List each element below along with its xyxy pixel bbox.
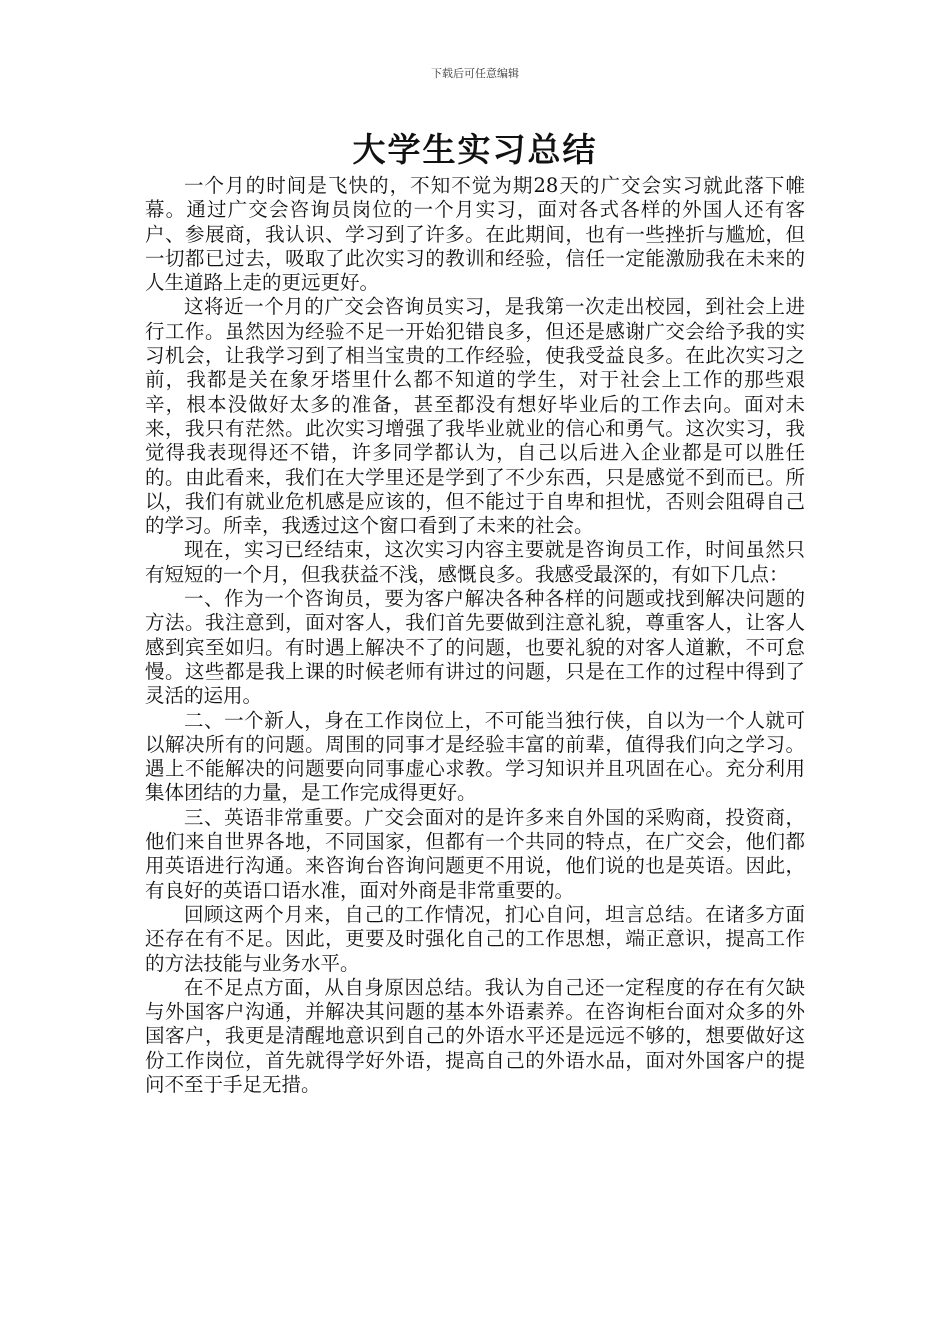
header-note: 下载后可任意编辑: [431, 67, 519, 80]
paragraph-shortcomings: 在不足点方面，从自身原因总结。我认为自己还一定程度的存在有欠缺与外国客户沟通，并解决其问题的基本外语素养。在咨询柜台面对众多的外国客户，我更是清醒地意识到自己的外语水平还是远远不够的，想要做好这份工作岗位，首先就得学好外语，提高自己的外语水品，面对外国客户的提问不至于手足无措。: [145, 975, 805, 1096]
paragraph-point-one: 一、作为一个咨询员，要为客户解决各种各样的问题或找到解决问题的方法。我注意到，面对客人，我们首先要做到注意礼貌，尊重客人，让客人感到宾至如归。有时遇上解决不了的问题，也要礼貌的对客人道歉，不可怠慢。这些都是我上课的时候老师有讲过的问题，只是在工作的过程中得到了灵活的运用。: [145, 587, 805, 708]
paragraph-point-two: 二、一个新人，身在工作岗位上，不可能当独行侠，自以为一个人就可以解决所有的问题。周围的同事才是经验丰富的前辈，值得我们向之学习。遇上不能解决的问题要向同事虚心求教。学习知识并且巩固在心。充分利用集体团结的力量，是工作完成得更好。: [145, 708, 805, 805]
document-body: [145, 174, 805, 1097]
paragraph-intro: 一个月的时间是飞快的，不知不觉为期28天的广交会实习就此落下帷幕。通过广交会咨询员岗位的一个月实习，面对各式各样的外国人还有客户、参展商，我认识、学习到了许多。在此期间，也有一些挫折与尴尬，但一切都已过去，吸取了此次实习的教训和经验，信任一定能激励我在未来的人生道路上走的更远更好。: [145, 174, 805, 295]
paragraph-summary-points: 现在，实习已经结束，这次实习内容主要就是咨询员工作，时间虽然只有短短的一个月，但我获益不浅，感慨良多。我感受最深的，有如下几点：: [145, 538, 805, 586]
document-title: 大学生实习总结: [352, 130, 598, 169]
paragraph-experience: 这将近一个月的广交会咨询员实习，是我第一次走出校园，到社会上进行工作。虽然因为经验不足一开始犯错良多，但还是感谢广交会给予我的实习机会，让我学习到了相当宝贵的工作经验，使我受益良多。在此次实习之前，我都是关在象牙塔里什么都不知道的学生，对于社会上工作的那些艰辛，根本没做好太多的准备，甚至都没有想好毕业后的工作去向。面对未来，我只有茫然。此次实习增强了我毕业就业的信心和勇气。这次实习，我觉得我表现得还不错，许多同学都认为，自己以后进入企业都是可以胜任的。由此看来，我们在大学里还是学到了不少东西，只是感觉不到而已。所以，我们有就业危机感是应该的，但不能过于自卑和担忧，否则会阻碍自己的学习。所幸，我透过这个窗口看到了未来的社会。: [145, 295, 805, 538]
paragraph-point-three: 三、英语非常重要。广交会面对的是许多来自外国的采购商，投资商，他们来自世界各地，不同国家，但都有一个共同的特点，在广交会，他们都用英语进行沟通。来咨询台咨询问题更不用说，他们说的也是英语。因此，有良好的英语口语水准，面对外商是非常重要的。: [145, 805, 805, 902]
paragraph-review: 回顾这两个月来，自己的工作情况，扪心自问，坦言总结。在诸多方面还存在有不足。因此，更要及时强化自己的工作思想，端正意识，提高工作的方法技能与业务水平。: [145, 902, 805, 975]
